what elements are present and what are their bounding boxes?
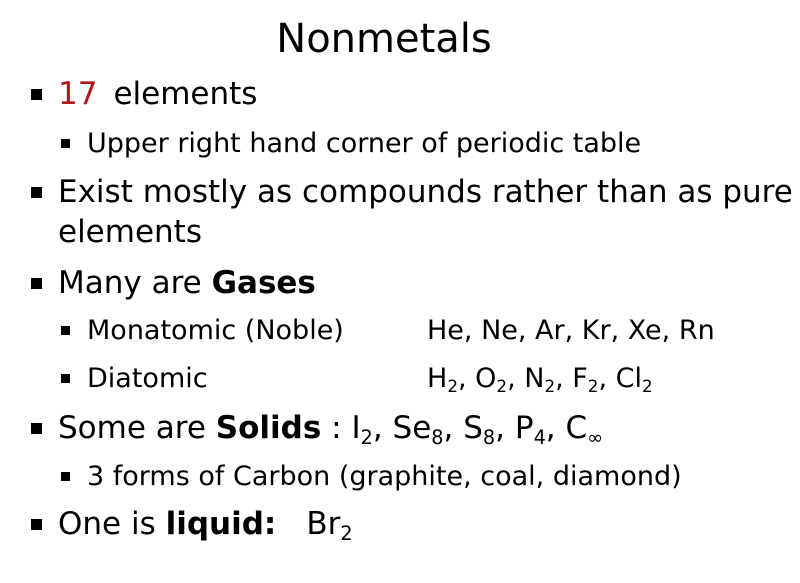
formula-subscript: 8 bbox=[482, 425, 496, 449]
solids-emphasis: Solids bbox=[215, 410, 322, 446]
sub-bullet-marker bbox=[61, 326, 70, 335]
formula-subscript: 2 bbox=[496, 376, 508, 397]
sub-bullet-marker bbox=[61, 374, 70, 383]
sub-bullet-diatomic-label: Diatomic bbox=[87, 363, 208, 394]
bullet-marker bbox=[31, 278, 42, 289]
formula-subscript: 2 bbox=[360, 425, 373, 449]
sub-bullet-marker bbox=[61, 139, 70, 148]
formula-subscript: 2 bbox=[641, 376, 653, 397]
solids-formulas bbox=[351, 410, 604, 449]
formula-symbol: O bbox=[475, 363, 497, 394]
liquid-formula-symbol: Br bbox=[306, 506, 341, 542]
sub-bullet-marker bbox=[61, 472, 70, 481]
formula-symbol: C bbox=[565, 410, 588, 446]
formula-separator: , bbox=[555, 363, 573, 394]
monatomic-elements: He, Ne, Ar, Kr, Xe, Rn bbox=[427, 315, 715, 346]
gases-prefix: Many are bbox=[58, 265, 212, 301]
formula-symbol: Se bbox=[392, 410, 432, 446]
formula-subscript: 8 bbox=[431, 425, 444, 449]
formula-symbol: H bbox=[427, 363, 448, 394]
formula-symbol: S bbox=[463, 410, 483, 446]
diatomic-formulas bbox=[427, 361, 653, 397]
element-count-number: 17 bbox=[58, 76, 98, 112]
slide-title: Nonmetals bbox=[276, 16, 492, 62]
formula-symbol: I bbox=[351, 410, 361, 446]
bullet-gases bbox=[58, 263, 316, 303]
formula-separator: , bbox=[372, 410, 393, 446]
bullet-solids bbox=[58, 408, 603, 448]
bullet-marker bbox=[31, 423, 42, 434]
gases-emphasis: Gases bbox=[211, 265, 316, 301]
liquid-emphasis: liquid: bbox=[165, 506, 277, 542]
bullet-marker bbox=[31, 187, 42, 198]
formula-separator: , bbox=[443, 410, 464, 446]
sub-bullet-carbon-forms: 3 forms of Carbon (graphite, coal, diamond) bbox=[87, 461, 682, 492]
bullet-marker bbox=[31, 89, 42, 100]
sub-bullet-monatomic-label: Monatomic (Noble) bbox=[87, 315, 344, 346]
sub-bullet-location: Upper right hand corner of periodic table bbox=[87, 128, 642, 159]
formula-separator: , bbox=[507, 363, 525, 394]
formula-separator: , bbox=[598, 363, 616, 394]
formula-symbol: P bbox=[514, 410, 534, 446]
bullet-element-count bbox=[58, 74, 257, 114]
liquid-prefix: One is bbox=[58, 506, 166, 542]
solids-prefix: Some are bbox=[58, 410, 216, 446]
formula-separator: , bbox=[495, 410, 515, 446]
formula-separator: , bbox=[457, 363, 476, 394]
formula-subscript: 2 bbox=[544, 376, 556, 397]
bullet-compounds-line1: Exist mostly as compounds rather than as pure bbox=[58, 174, 793, 210]
formula-separator: , bbox=[545, 410, 566, 446]
formula-subscript: 4 bbox=[533, 425, 546, 449]
bullet-liquid bbox=[58, 504, 353, 544]
formula-subscript: 2 bbox=[447, 376, 458, 397]
formula-symbol: N bbox=[524, 363, 545, 394]
liquid-formula-subscript: 2 bbox=[340, 521, 353, 545]
bullet-marker bbox=[31, 519, 42, 530]
formula-symbol: F bbox=[572, 363, 588, 394]
formula-subscript: 2 bbox=[587, 376, 599, 397]
element-count-label: elements bbox=[113, 76, 258, 112]
formula-subscript: ∞ bbox=[587, 425, 604, 449]
formula-symbol: Cl bbox=[615, 363, 642, 394]
bullet-compounds-line2: elements bbox=[58, 214, 202, 250]
solids-colon: : bbox=[321, 410, 352, 446]
